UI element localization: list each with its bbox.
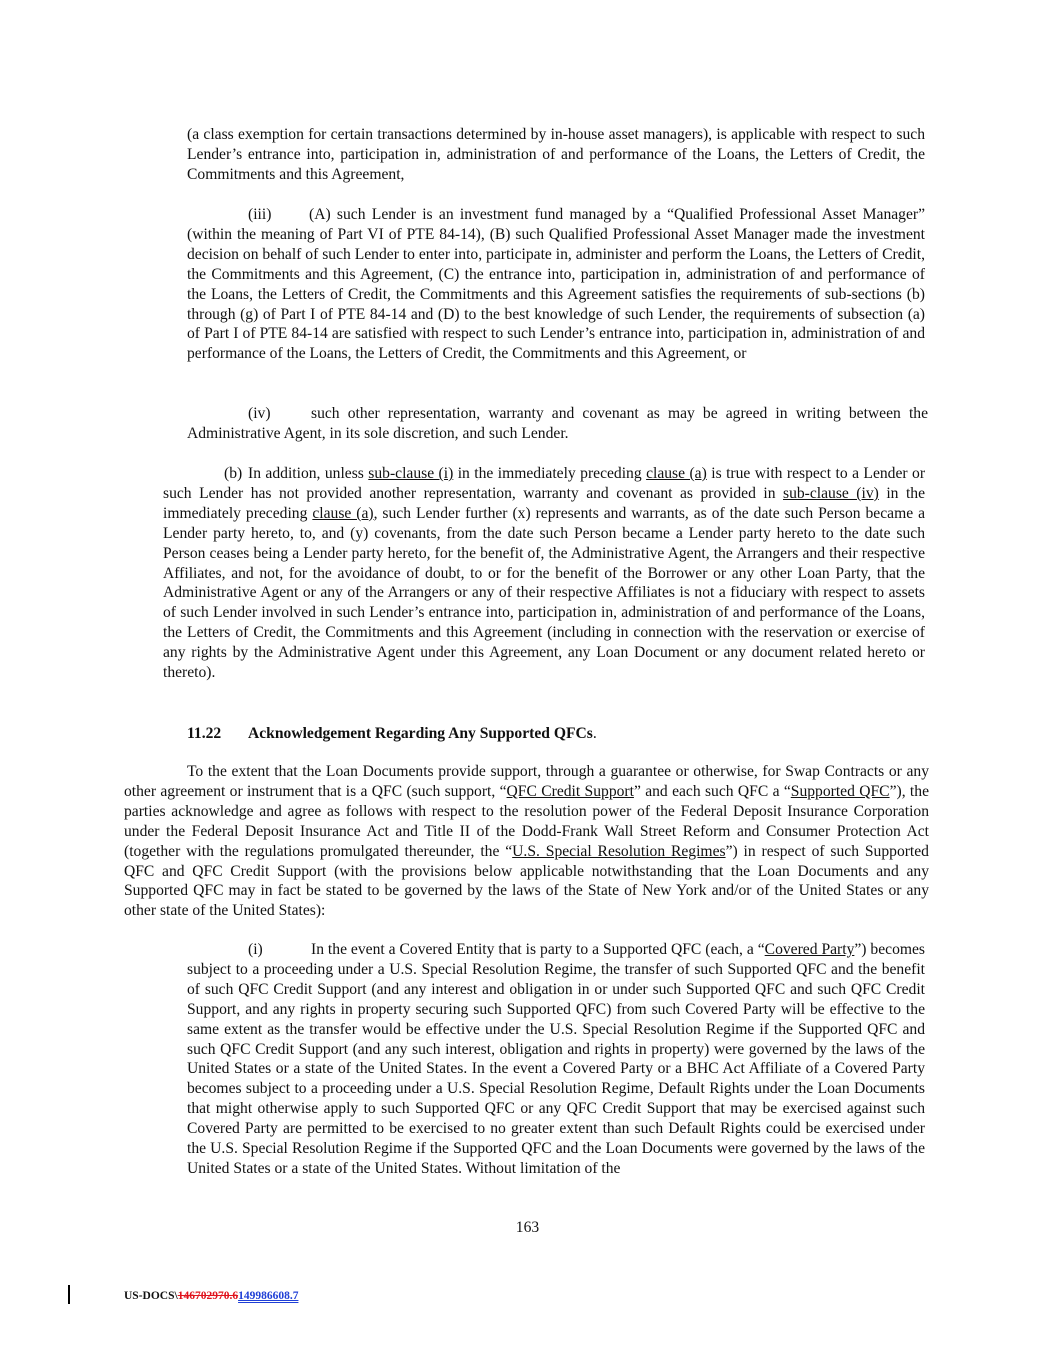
doc-id-prefix: US-DOCS\ (124, 1290, 178, 1302)
paragraph-text: , such Lender further (x) represents and warrants, as of the date such Person became a Lender party hereto, to, and (y) covenants, from the date such Person became a Lender party hereto to the date such Person ceases being a Lender party hereto, for the benefit of, the Administrative Agent, the Arrangers and their respective Affiliates, and not, for the avoidance of doubt, to or for the benefit of the Borrower or any other Loan Party, that the Administrative Agent or any of the Arrangers or any of their respective Affiliates is not a fiduciary with respect to assets of such Lender involved in such Lender’s entrance into, participation in, administration of and performance of the Loans, the Letters of Credit, the Commitments and this Agreement (including in connection with the reservation or exercise of any rights by the Administrative Agent under this Agreement, any Loan Document or any document related hereto or thereto). (163, 504, 925, 682)
paragraph-text: In addition, unless (248, 465, 369, 482)
paragraph-text: ” and each such QFC a “ (633, 782, 791, 800)
defined-term: Supported QFC (790, 782, 890, 800)
paragraph-text: in the immediately preceding (163, 484, 925, 522)
page-number: 163 (515, 1219, 540, 1236)
doc-id-inserted: 149986608.7 (238, 1290, 299, 1302)
paragraph-b (163, 464, 925, 683)
clause-label: (iii) (248, 206, 272, 223)
paragraph-text: ”) in respect of such Supported QFC and QFC Credit Support (with the provisions below applicable notwithstanding that the Loan Documents and any Supported QFC may in fact be stated to be governed by the laws of the State of New York and/or of the United States or any other state of the United States): (124, 842, 929, 920)
paragraph-a-continuation (187, 125, 925, 185)
paragraph-text: such other representation, warranty and covenant as may be agreed in writing between the Administrative Agent, in its sole discretion, and such Lender. (187, 405, 928, 442)
cross-reference: clause (a) (312, 504, 374, 522)
defined-term: QFC Credit Support (506, 782, 634, 800)
paragraph-text: To the extent that the Loan Documents provide support, through a guarantee or otherwise, for Swap Contracts or any other agreement or instrument that is a QFC (such support, “ (124, 763, 929, 800)
paragraph-text: in the immediately preceding (453, 465, 647, 482)
section-number: 11.22 (187, 725, 222, 742)
cross-reference: clause (a) (646, 465, 707, 482)
revision-change-bar (68, 1285, 70, 1304)
section-heading (187, 724, 597, 744)
paragraph-i (187, 940, 925, 1179)
cross-reference: sub-clause (i) (368, 465, 454, 482)
doc-id-deleted: 146702970.6 (177, 1290, 239, 1302)
section-title: Acknowledgement Regarding Any Supported QFCs (248, 725, 593, 742)
paragraph-iv (187, 404, 928, 444)
paragraph-text: (a class exemption for certain transactions determined by in-house asset managers), is applicable with respect to such Lender’s entrance into, participation in, administration of and performance of the Loans, the Letters of Credit, the Commitments and this Agreement, (187, 126, 925, 183)
cross-reference: sub-clause (iv) (783, 484, 879, 502)
paragraph-text: In the event a Covered Entity that is party to a Supported QFC (each, a “ (311, 941, 765, 958)
clause-label: (b) (224, 465, 243, 482)
document-id-footer (124, 1289, 298, 1303)
paragraph-text: (A) such Lender is an investment fund managed by a “Qualified Professional Asset Manager” (within the meaning of Part VI of PTE 84-14), (B) such Qualified Professional Asset Manager made the investment decision on behalf of such Lender to enter into, participate in, administer and perform the Loans, the Letters of Credit, the Commitments and this Agreement, (C) the entrance into, participation in, administration of and performance of the Loans, the Letters of Credit, the Commitments and this Agreement satisfies the requirements of sub-sections (b) through (g) of Part I of PTE 84-14 and (D) to the best knowledge of such Lender, the requirements of subsection (a) of Part I of PTE 84-14 are satisfied with respect to such Lender’s entrance into, participation in, administration of and performance of the Loans, the Letters of Credit, the Commitments and this Agreement, or (187, 206, 925, 363)
clause-label: (i) (248, 941, 263, 958)
paragraph-iii (187, 205, 925, 364)
paragraph-intro (124, 762, 929, 921)
paragraph-text: ”), the parties acknowledge and agree as follows with respect to the resolution power of the Federal Deposit Insurance Corporation under the Federal Deposit Insurance Act and Title II of the Dodd-Frank Wall Street Reform and Consumer Protection Act (together with the regulations promulgated thereunder, the “ (124, 782, 929, 860)
paragraph-text: is true with respect to a Lender or such Lender has not provided another representation, warranty and covenant as provided in (163, 465, 926, 502)
paragraph-text: ”) becomes subject to a proceeding under a U.S. Special Resolution Regime, the transfer of such Supported QFC and the benefit of such QFC Credit Support (and any interest and obligation in or under such Supported QFC and such QFC Credit Support, and any rights in property securing such Supported QFC) from such Covered Party will be effective to the same extent as the transfer would be effective under the U.S. Special Resolution Regime if the Supported QFC and such QFC Credit Support (and any such interest, obligation and rights in property) were governed by the laws of the United States or a state of the United States. In the event a Covered Party or a BHC Act Affiliate of a Covered Party becomes subject to a proceeding under a U.S. Special Resolution Regime, Default Rights under the Loan Documents that might otherwise apply to such Supported QFC or any QFC Credit Support that may be exercised against such Covered Party are permitted to be exercised to no greater extent than such Default Rights could be exercised under the U.S. Special Resolution Regime if the Supported QFC and the Loan Documents were governed by the laws of the United States or a state of the United States. Without limitation of the (187, 941, 925, 1177)
section-title-period: . (592, 725, 597, 742)
clause-label: (iv) (248, 405, 271, 422)
defined-term: U.S. Special Resolution Regimes (512, 842, 726, 860)
defined-term: Covered Party (764, 941, 855, 958)
